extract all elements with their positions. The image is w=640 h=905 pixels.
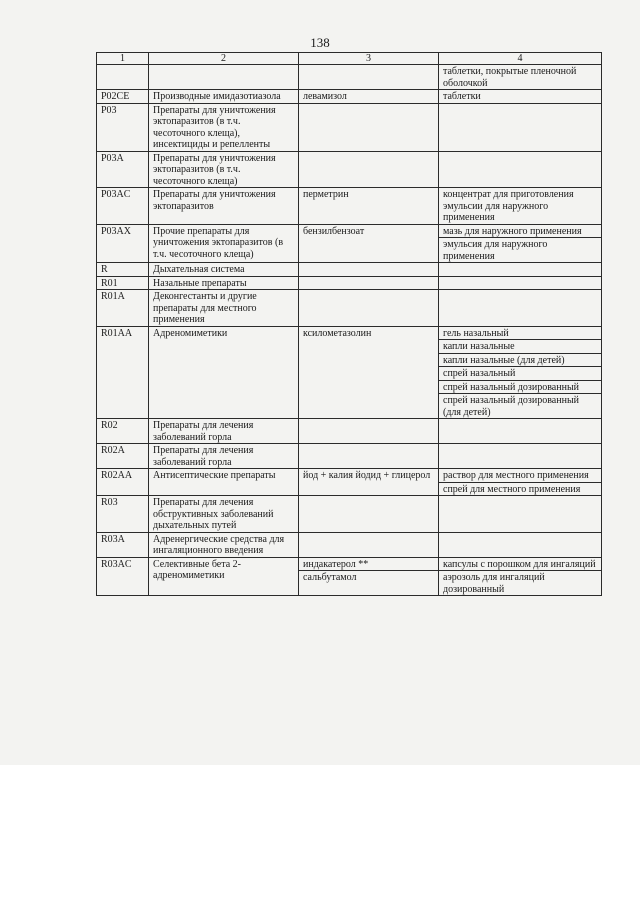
page-number: 138 — [310, 35, 330, 50]
table-row — [97, 469, 602, 483]
table-row — [97, 290, 602, 327]
page-bottom-margin — [0, 765, 640, 905]
table-row — [97, 263, 602, 277]
group-name-cell: Производные имидазотиазола — [149, 90, 299, 104]
dosage-form-cell — [439, 419, 602, 444]
atc-code-cell: R — [97, 263, 149, 277]
table-row — [97, 276, 602, 290]
group-name-cell: Антисептические препараты — [149, 469, 299, 496]
drug-name-cell — [299, 532, 439, 557]
column-header: 1 — [97, 53, 149, 65]
dosage-form-cell: таблетки, покрытые пленочной оболочкой — [439, 65, 602, 90]
table-row — [97, 326, 602, 340]
group-name-cell: Адренергические средства для ингаляционного введения — [149, 532, 299, 557]
group-name-cell: Препараты для лечения заболеваний горла — [149, 444, 299, 469]
table-row — [97, 103, 602, 151]
dosage-form-cell: спрей назальный дозированный (для детей) — [439, 394, 602, 419]
group-name-cell: Дыхательная система — [149, 263, 299, 277]
drug-name-cell: перметрин — [299, 188, 439, 225]
atc-code-cell: P03 — [97, 103, 149, 151]
table-row — [97, 532, 602, 557]
atc-code-cell: P03A — [97, 151, 149, 188]
drug-name-cell — [299, 276, 439, 290]
dosage-form-cell: спрей назальный — [439, 367, 602, 381]
atc-code-cell: R01 — [97, 276, 149, 290]
dosage-form-cell: эмульсия для наружного применения — [439, 238, 602, 263]
atc-code-cell: R03AC — [97, 557, 149, 596]
drug-name-cell — [299, 151, 439, 188]
drug-table — [96, 52, 602, 596]
drug-name-cell: йод + калия йодид + глицерол — [299, 469, 439, 496]
column-header: 2 — [149, 53, 299, 65]
dosage-form-cell: гель назальный — [439, 326, 602, 340]
table-header-row — [97, 53, 602, 65]
dosage-form-cell: концентрат для приготовления эмульсии для наружного применения — [439, 188, 602, 225]
table-row — [97, 90, 602, 104]
drug-name-cell — [299, 419, 439, 444]
table-row — [97, 444, 602, 469]
group-name-cell: Препараты для лечения обструктивных заболеваний дыхательных путей — [149, 496, 299, 533]
atc-code-cell: R02A — [97, 444, 149, 469]
dosage-form-cell: аэрозоль для ингаляций дозированный — [439, 571, 602, 596]
group-name-cell: Селективные бета 2-адреномиметики — [149, 557, 299, 596]
group-name-cell: Деконгестанты и другие препараты для местного применения — [149, 290, 299, 327]
drug-name-cell — [299, 103, 439, 151]
dosage-form-cell — [439, 103, 602, 151]
atc-code-cell: R01AA — [97, 326, 149, 419]
drug-name-cell: левамизол — [299, 90, 439, 104]
table-row — [97, 557, 602, 571]
dosage-form-cell — [439, 263, 602, 277]
group-name-cell: Прочие препараты для уничтожения эктопаразитов (в т.ч. чесоточного клеща) — [149, 224, 299, 263]
dosage-form-cell — [439, 276, 602, 290]
drug-name-cell — [299, 496, 439, 533]
dosage-form-cell: раствор для местного применения — [439, 469, 602, 483]
dosage-form-cell: мазь для наружного применения — [439, 224, 602, 238]
group-name-cell: Назальные препараты — [149, 276, 299, 290]
atc-code-cell: R03 — [97, 496, 149, 533]
atc-code-cell — [97, 65, 149, 90]
group-name-cell: Адреномиметики — [149, 326, 299, 419]
atc-code-cell: R02AA — [97, 469, 149, 496]
dosage-form-cell — [439, 532, 602, 557]
drug-name-cell — [299, 444, 439, 469]
dosage-form-cell: таблетки — [439, 90, 602, 104]
group-name-cell: Препараты для лечения заболеваний горла — [149, 419, 299, 444]
table-row — [97, 151, 602, 188]
dosage-form-cell — [439, 496, 602, 533]
table-row — [97, 188, 602, 225]
drug-name-cell — [299, 290, 439, 327]
atc-code-cell: P03AC — [97, 188, 149, 225]
atc-code-cell: R01A — [97, 290, 149, 327]
atc-code-cell: P02CE — [97, 90, 149, 104]
dosage-form-cell — [439, 290, 602, 327]
dosage-form-cell: капли назальные (для детей) — [439, 353, 602, 367]
drug-name-cell — [299, 65, 439, 90]
table-row — [97, 224, 602, 238]
column-header: 3 — [299, 53, 439, 65]
dosage-form-cell — [439, 444, 602, 469]
table-row — [97, 496, 602, 533]
table-row — [97, 419, 602, 444]
column-header: 4 — [439, 53, 602, 65]
dosage-form-cell: спрей назальный дозированный — [439, 380, 602, 394]
drug-name-cell: ксилометазолин — [299, 326, 439, 419]
group-name-cell — [149, 65, 299, 90]
group-name-cell: Препараты для уничтожения эктопаразитов (в т.ч. чесоточного клеща), инсектициды и репелленты — [149, 103, 299, 151]
table-row — [97, 65, 602, 90]
dosage-form-cell: спрей для местного применения — [439, 482, 602, 496]
dosage-form-cell: капли назальные — [439, 340, 602, 354]
atc-code-cell: R03A — [97, 532, 149, 557]
drug-name-cell: индакатерол ** — [299, 557, 439, 571]
group-name-cell: Препараты для уничтожения эктопаразитов — [149, 188, 299, 225]
dosage-form-cell: капсулы с порошком для ингаляций — [439, 557, 602, 571]
drug-name-cell: бензилбензоат — [299, 224, 439, 263]
atc-code-cell: R02 — [97, 419, 149, 444]
drug-name-cell: сальбутамол — [299, 571, 439, 596]
atc-code-cell: P03AX — [97, 224, 149, 263]
dosage-form-cell — [439, 151, 602, 188]
group-name-cell: Препараты для уничтожения эктопаразитов (в т.ч. чесоточного клеща) — [149, 151, 299, 188]
drug-name-cell — [299, 263, 439, 277]
